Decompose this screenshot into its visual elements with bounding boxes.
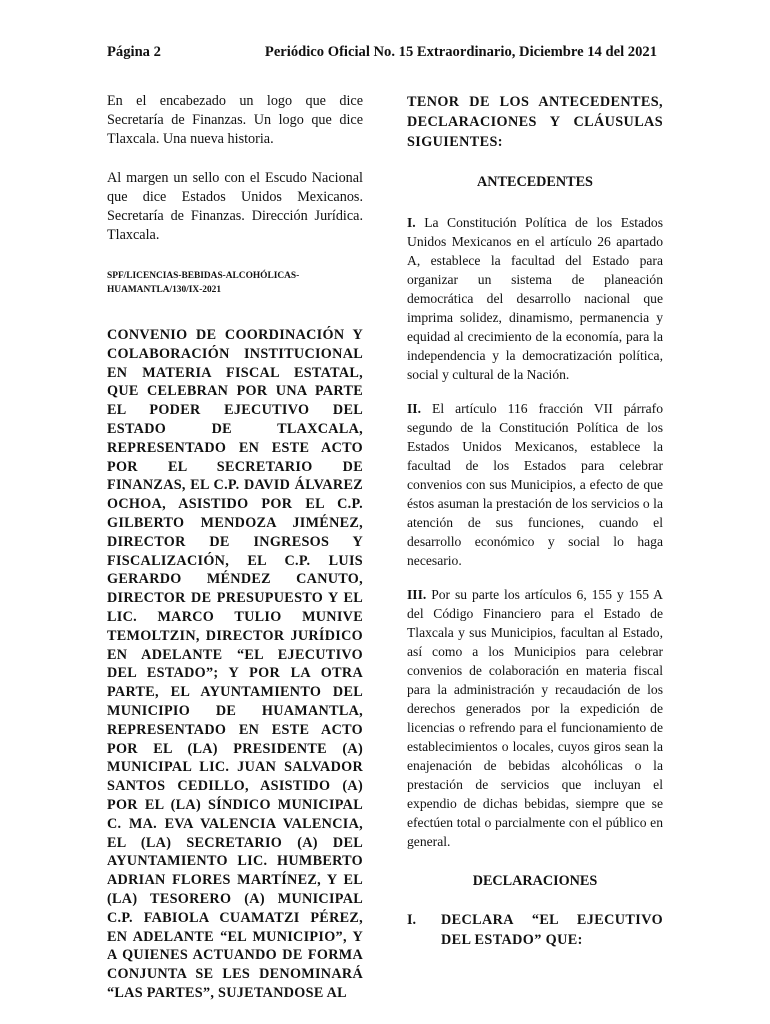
seal-note: Al margen un sello con el Escudo Nacional que dice Estados Unidos Mexicanos. Secretaría de Finanzas. Dirección Jurídica. Tlaxcala. xyxy=(107,170,363,243)
antecedente-item xyxy=(407,399,663,570)
antecedente-item xyxy=(407,585,663,851)
antecedente-number: II. xyxy=(407,401,421,416)
agreement-title: CONVENIO DE COORDINACIÓN Y COLABORACIÓN INSTITUCIONAL EN MATERIA FISCAL ESTATAL, QUE CELEBRAN POR UNA PARTE EL PODER EJECUTIVO DEL ESTADO DE TLAXCALA, REPRESENTADO EN ESTE ACTO POR EL SECRETARIO DE FINANZAS, EL C.P. DAVID ÁLVAREZ OCHOA, ASISTIDO POR EL C.P. GILBERTO MENDOZA JIMÉNEZ, DIRECTOR DE INGRESOS Y FISCALIZACIÓN, EL C.P. LUIS GERARDO MÉNDEZ CANUTO, DIRECTOR DE PRESUPUESTO Y EL LIC. MARCO TULIO MUNIVE TEMOLTZIN, DIRECTOR JURÍDICO EN ADELANTE “EL EJECUTIVO DEL ESTADO”; Y POR LA OTRA PARTE, EL AYUNTAMIENTO DEL MUNICIPIO DE HUAMANTLA, REPRESENTADO EN ESTE ACTO POR EL (LA) PRESIDENTE (A) MUNICIPAL LIC. JUAN SALVADOR SANTOS CEDILLO, ASISTIDO (A) POR EL (LA) SÍNDICO MUNICIPAL C. MA. EVA VALENCIA VALENCIA, EL (LA) SECRETARIO (A) DEL AYUNTAMIENTO LIC. HUMBERTO ADRIAN FLORES MARTÍNEZ, Y EL (LA) TESORERO (A) MUNICIPAL C.P. FABIOLA CUAMATZI PÉREZ, EN ADELANTE “EL MUNICIPIO”, Y A QUIENES ACTUANDO DE FORMA CONJUNTA SE LES DENOMINARÁ “LAS PARTES”, SUJETANDOSE AL xyxy=(107,327,363,1001)
antecedente-item xyxy=(407,213,663,384)
tenor-heading: TENOR DE LOS ANTECEDENTES, DECLARACIONES Y CLÁUSULAS SIGUIENTES: xyxy=(407,94,663,150)
publication-title: Periódico Oficial No. 15 Extraordinario, Diciembre 14 del 2021 xyxy=(264,44,657,60)
declaraciones-title: DECLARACIONES xyxy=(472,873,598,889)
declaracion-text: DECLARA “EL EJECUTIVO DEL ESTADO” QUE: xyxy=(441,912,663,948)
logos-note: En el encabezado un logo que dice Secretaría de Finanzas. Un logo que dice Tlaxcala. Una nueva historia. xyxy=(107,93,363,147)
page-header xyxy=(107,44,657,66)
left-column xyxy=(107,92,363,1003)
page-number: Página 2 xyxy=(107,44,161,60)
document-reference: SPF/LICENCIAS-BEBIDAS-ALCOHÓLICAS-HUAMANTLA/130/IX-2021 xyxy=(107,271,300,295)
antecedente-text: El artículo 116 fracción VII párrafo segundo de la Constitución Política de los Estados Unidos Mexicanos, establece la facultad de los Estados para celebrar convenios con sus Municipios, a efecto de que éstos asuman la prestación de los servicios o la atención de sus funciones, cuando el desarrollo económico y social lo haga necesario. xyxy=(407,401,663,568)
antecedentes-title: ANTECEDENTES xyxy=(477,174,593,190)
antecedente-number: III. xyxy=(407,587,427,602)
antecedente-text: Por su parte los artículos 6, 155 y 155 A del Código Financiero para el Estado de Tlaxcala y sus Municipios, facultan al Estado, así como a los Municipios para celebrar convenios de colaboración en materia fiscal para la administración y recaudación de los derechos generados por la expedición de licencias o refrendo para el funcionamiento de establecimientos o locales, cuyos giros sean la enajenación de bebidas alcohólicas o la prestación de servicios que incluyan el expendio de dichas bebidas, siempre que se efectúen total o parcialmente con el público en general. xyxy=(407,587,663,849)
declaracion-number: I. xyxy=(407,912,417,928)
declaracion-item xyxy=(407,910,663,950)
antecedente-text: La Constitución Política de los Estados Unidos Mexicanos en el artículo 26 apartado A, establece la facultad del Estado para organizar un sistema de planeación democrática del desarrollo nacional que imprima solidez, dinamismo, permanencia y equidad al crecimiento de la economía, para la independencia y la democratización política, social y cultural de la Nación. xyxy=(407,215,663,382)
right-column xyxy=(407,92,663,950)
antecedente-number: I. xyxy=(407,215,416,230)
